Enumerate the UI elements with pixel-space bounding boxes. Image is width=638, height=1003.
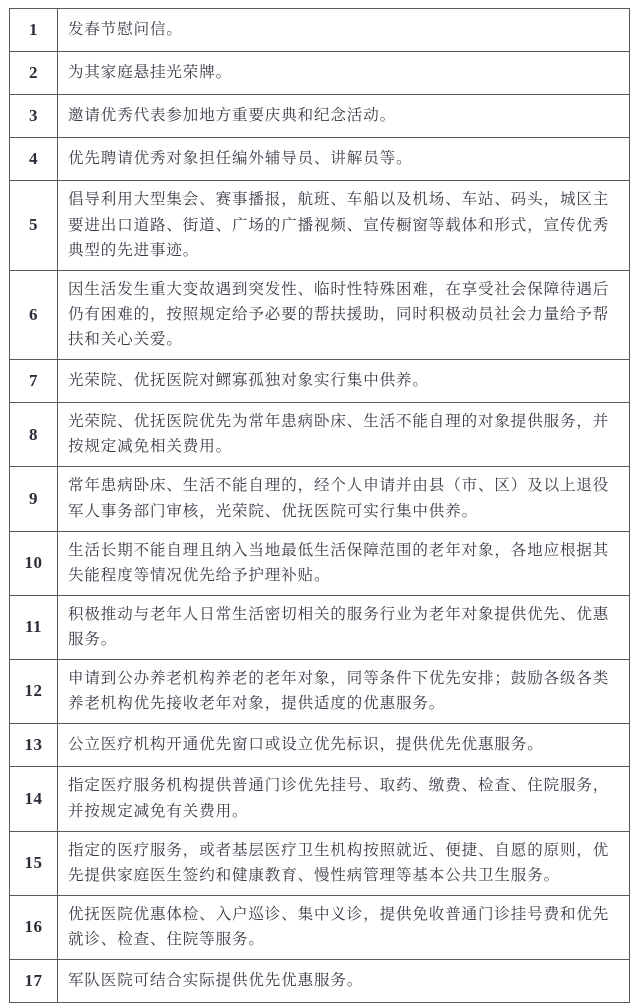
row-index-cell: 12: [10, 660, 58, 724]
row-text-cell: 因生活发生重大变故遇到突发性、临时性特殊困难，在享受社会保障待遇后仍有困难的，按照规定给予必要的帮扶援助，同时积极动员社会力量给予帮扶和关心关爱。: [58, 270, 630, 359]
row-text-cell: 军队医院可结合实际提供优先优惠服务。: [58, 960, 630, 1003]
benefits-table: [9, 8, 630, 1003]
table-row: [10, 595, 630, 659]
row-index-cell: 11: [10, 595, 58, 659]
row-index-cell: 3: [10, 95, 58, 138]
table-row: [10, 531, 630, 595]
row-text-cell: 光荣院、优抚医院对鳏寡孤独对象实行集中供养。: [58, 360, 630, 403]
row-index-cell: 7: [10, 360, 58, 403]
row-index-cell: 15: [10, 831, 58, 895]
row-index-cell: 1: [10, 9, 58, 52]
table-row: [10, 403, 630, 467]
table-row: [10, 960, 630, 1003]
row-text-cell: 公立医疗机构开通优先窗口或设立优先标识，提供优先优惠服务。: [58, 724, 630, 767]
table-row: [10, 767, 630, 831]
row-index-cell: 2: [10, 52, 58, 95]
table-row: [10, 724, 630, 767]
row-index-cell: 13: [10, 724, 58, 767]
table-row: [10, 360, 630, 403]
row-text-cell: 指定的医疗服务，或者基层医疗卫生机构按照就近、便捷、自愿的原则，优先提供家庭医生签约和健康教育、慢性病管理等基本公共卫生服务。: [58, 831, 630, 895]
row-index-cell: 10: [10, 531, 58, 595]
table-row: [10, 831, 630, 895]
table-row: [10, 270, 630, 359]
row-index-cell: 14: [10, 767, 58, 831]
table-row: [10, 52, 630, 95]
row-text-cell: 优抚医院优惠体检、入户巡诊、集中义诊，提供免收普通门诊挂号费和优先就诊、检查、住院等服务。: [58, 895, 630, 959]
row-text-cell: 为其家庭悬挂光荣牌。: [58, 52, 630, 95]
row-index-cell: 16: [10, 895, 58, 959]
row-index-cell: 17: [10, 960, 58, 1003]
row-index-cell: 6: [10, 270, 58, 359]
row-text-cell: 申请到公办养老机构养老的老年对象，同等条件下优先安排；鼓励各级各类养老机构优先接收老年对象，提供适度的优惠服务。: [58, 660, 630, 724]
row-text-cell: 指定医疗服务机构提供普通门诊优先挂号、取药、缴费、检查、住院服务，并按规定减免有关费用。: [58, 767, 630, 831]
table-row: [10, 95, 630, 138]
row-index-cell: 5: [10, 181, 58, 270]
benefits-table-body: [10, 9, 630, 1003]
table-row: [10, 895, 630, 959]
table-row: [10, 138, 630, 181]
row-text-cell: 光荣院、优抚医院优先为常年患病卧床、生活不能自理的对象提供服务，并按规定减免相关费用。: [58, 403, 630, 467]
row-text-cell: 生活长期不能自理且纳入当地最低生活保障范围的老年对象，各地应根据其失能程度等情况优先给予护理补贴。: [58, 531, 630, 595]
table-row: [10, 660, 630, 724]
row-text-cell: 积极推动与老年人日常生活密切相关的服务行业为老年对象提供优先、优惠服务。: [58, 595, 630, 659]
row-text-cell: 常年患病卧床、生活不能自理的，经个人申请并由县（市、区）及以上退役军人事务部门审核，光荣院、优抚医院可实行集中供养。: [58, 467, 630, 531]
row-index-cell: 8: [10, 403, 58, 467]
table-row: [10, 181, 630, 270]
row-text-cell: 邀请优秀代表参加地方重要庆典和纪念活动。: [58, 95, 630, 138]
row-text-cell: 发春节慰问信。: [58, 9, 630, 52]
table-row: [10, 9, 630, 52]
row-index-cell: 9: [10, 467, 58, 531]
table-row: [10, 467, 630, 531]
row-text-cell: 倡导利用大型集会、赛事播报，航班、车船以及机场、车站、码头，城区主要进出口道路、街道、广场的广播视频、宣传橱窗等载体和形式，宣传优秀典型的先进事迹。: [58, 181, 630, 270]
row-text-cell: 优先聘请优秀对象担任编外辅导员、讲解员等。: [58, 138, 630, 181]
row-index-cell: 4: [10, 138, 58, 181]
